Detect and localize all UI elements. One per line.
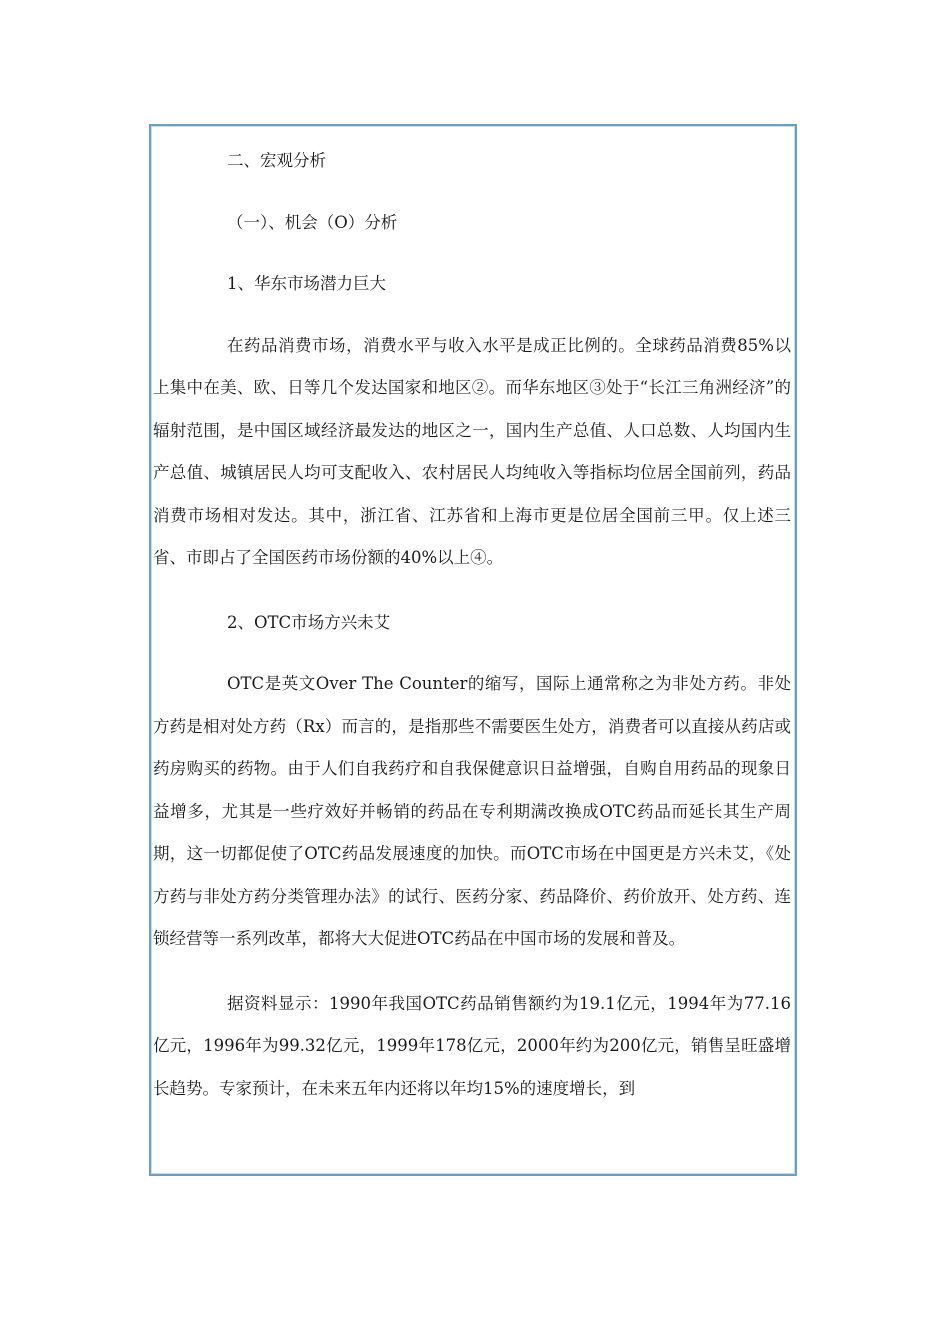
spacer <box>153 306 791 325</box>
spacer <box>153 183 791 202</box>
spacer <box>153 961 791 983</box>
spacer <box>153 644 791 663</box>
spacer <box>153 244 791 263</box>
item-heading-1: 1、华东市场潜力巨大 <box>227 274 386 293</box>
subsection-title: （一）、机会（O）分析 <box>227 212 398 232</box>
paragraph-east-china-market: 在药品消费市场，消费水平与收入水平是成正比例的。全球药品消费85%以上集中在美、欧、日等几个发达国家和地区②。而华东地区③处于“长江三角洲经济”的辐射范围，是中国区域经济最发达的地区之一，国内生产总值、人口总数、人均国内生产总值、城镇居民人均可支配收入、农村居民人均纯收入等指标均位居全国前列，药品消费市场相对发达。其中，浙江省、江苏省和上海市更是位居全国前三甲。仅上述三省、市即占了全国医药市场份额的40%以上④。 <box>153 335 791 567</box>
item-heading-2: 2、OTC市场方兴未艾 <box>227 612 391 632</box>
document-frame <box>149 124 797 1176</box>
document-body <box>153 140 791 1110</box>
spacer <box>153 580 791 602</box>
section-title: 二、宏观分析 <box>227 151 326 170</box>
paragraph-otc-definition: OTC是英文Over The Counter的缩写，国际上通常称之为非处方药。非处方药是相对处方药（Rx）而言的，是指那些不需要医生处方，消费者可以直接从药店或药房购买的药物。由于人们自我药疗和自我保健意识日益增强，自购自用药品的现象日益增多，尤其是一些疗效好并畅销的药品在专利期满改换成OTC药品而延长其生产周期，这一切都促使了OTC药品发展速度的加快。而OTC市场在中国更是方兴未艾，《处方药与非处方药分类管理办法》的试行、医药分家、药品降价、药价放开、处方药、连锁经营等一系列改革，都将大大促进OTC药品在中国市场的发展和普及。 <box>153 674 791 948</box>
paragraph-otc-sales-data: 据资料显示：1990年我国OTC药品销售额约为19.1亿元，1994年为77.16亿元，1996年为99.32亿元，1999年178亿元，2000年约为200亿元，销售呈旺盛增长趋势。专家预计，在未来五年内还将以年均15%的速度增长，到 <box>153 993 791 1098</box>
